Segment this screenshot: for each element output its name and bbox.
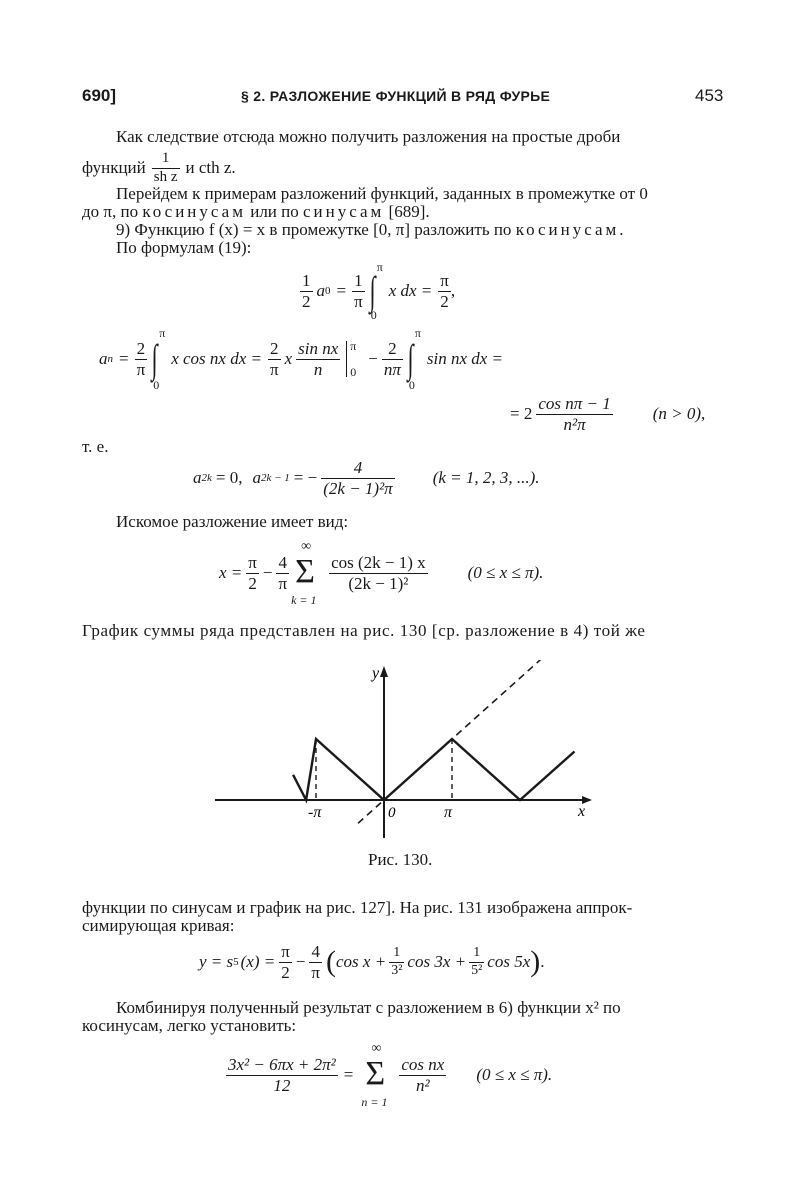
- figure-caption: Рис. 130.: [368, 850, 433, 869]
- para6-line2: симирующая кривая:: [82, 916, 235, 935]
- equation-x-squared: $\frac{\text{3x² − 6πx + 2π²}}{12}$ = Σ ∞ n = 1 $\frac{\text{cos nx}}{\text{n²}}$ (0 ≤ x ≤ π).: [228, 1041, 553, 1109]
- line-y-equals-x: [358, 660, 542, 823]
- para6-line1: функции по синусам и график на рис. 127]. На рис. 131 изображена аппрок-: [82, 898, 633, 917]
- page-number: 453: [695, 86, 724, 105]
- series-triangle-wave: [293, 739, 574, 800]
- integral-sign: ∫ π 0: [369, 260, 383, 322]
- sum-sign: Σ ∞ n = 1: [361, 1041, 388, 1109]
- evaluation-bar: π 0: [344, 337, 364, 381]
- para1-line2: [82, 150, 236, 186]
- sum-sign: Σ ∞ k = 1: [291, 539, 317, 607]
- frac-1-over-shz: $\frac{1}{\text{sh z}}$: [153, 149, 178, 185]
- te-label: т. е.: [82, 437, 109, 456]
- equation-s5: y = s 5 (x) = $\frac{\pi}{2}$ − $\frac{4}{\pi}$ ( cos x + $\frac{1}{\text{3²}}$ cos 3x + $\frac{1}{\text{5²}}$ cos 5x ) .: [199, 941, 545, 982]
- para4: Искомое разложение имеет вид:: [116, 512, 349, 531]
- para3-line2: По формулам (19):: [116, 238, 252, 257]
- para7-line2: косинусам, легко установить:: [82, 1016, 297, 1035]
- para1-line1: Как следствие отсюда можно получить разложения на простые дроби: [116, 127, 621, 146]
- equation-an: a n = $\frac{2}{\pi}$ ∫ π 0 x cos nx dx = $\frac{2}{\pi}$ x $\frac{\text{sin nx}}{n}$ π 0 − $\frac{2}{n\pi}$ ∫ π 0 sin nx dx =: [99, 326, 504, 392]
- para5: График суммы ряда представлен на рис. 130 [ср. разложение в 4) той же: [82, 621, 646, 640]
- x-axis-label: x: [578, 803, 586, 820]
- para3-line1: 9) Функцию f (x) = x в промежутке [0, π] разложить по косинусам.: [116, 220, 627, 239]
- integral-sign: ∫ π 0: [151, 326, 166, 392]
- para1-suffix: и cth z.: [185, 158, 236, 177]
- para1-prefix: функций: [82, 158, 146, 177]
- chart-series: [293, 660, 574, 823]
- neg-pi-label: -π: [308, 804, 322, 821]
- para2-line2: до π, по косинусам или по синусам [689].: [82, 202, 430, 221]
- figure-130-chart: [210, 660, 600, 850]
- y-axis-arrow: [380, 666, 388, 677]
- equation-coefficients: a 2k = 0, a 2k − 1 = − $\frac{4}{\text{(2k − 1)²π}}$ (k = 1, 2, 3, ...).: [193, 457, 540, 498]
- section-number: 690]: [82, 86, 117, 105]
- origin-label: 0: [388, 805, 396, 821]
- running-title: § 2. РАЗЛОЖЕНИЕ ФУНКЦИЙ В РЯД ФУРЬЕ: [241, 88, 551, 104]
- equation-expansion: x = $\frac{\pi}{2}$ − $\frac{4}{\pi}$ Σ ∞ k = 1 $\frac{\cos (2k - 1) x}{\text{(2k − 1)²}}$ (0 ≤ x ≤ π).: [219, 539, 544, 607]
- y-axis-label: y: [372, 665, 380, 682]
- equation-an-result: = 2 $\frac{\text{cos nπ − 1}}{\text{n²π}}$ (n > 0),: [510, 393, 706, 434]
- pi-label: π: [444, 804, 453, 821]
- integral-sign: ∫ π 0: [407, 326, 421, 392]
- para7-line1: Комбинируя полученный результат с разложением в 6) функции x² по: [116, 998, 621, 1017]
- para2-line1: Перейдем к примерам разложений функций, заданных в промежутке от 0: [116, 184, 648, 203]
- equation-a0: $\frac{1}{2}$ a 0 = $\frac{1}{\pi}$ ∫ π 0 x dx = $\frac{\pi}{2}$ ,: [302, 260, 456, 322]
